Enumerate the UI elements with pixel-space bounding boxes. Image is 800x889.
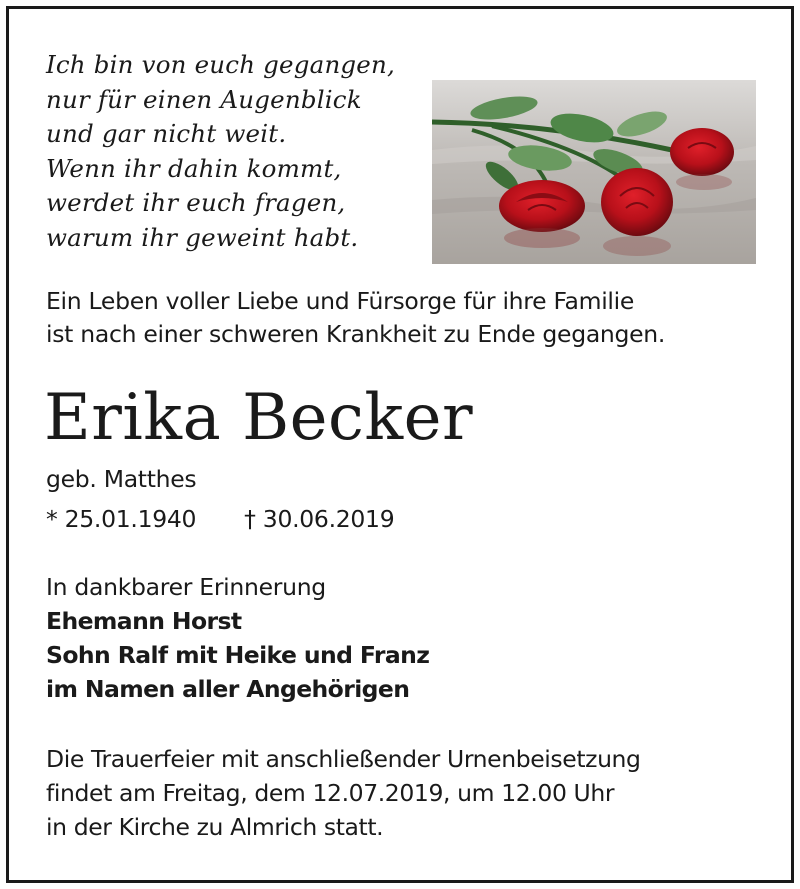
mourner-name: Sohn Ralf mit Heike und Franz [46, 641, 430, 669]
poem-line: warum ihr geweint habt. [46, 222, 359, 252]
mourner-name: Ehemann Horst [46, 607, 242, 635]
service-line: Die Trauerfeier mit anschließender Urnenbeisetzung [46, 745, 641, 773]
death-date: † 30.06.2019 [244, 505, 395, 533]
maiden-name: geb. Matthes [46, 465, 197, 493]
poem-line: werdet ihr euch fragen, [46, 188, 346, 217]
mourners-heading: In dankbarer Erinnerung [46, 573, 326, 601]
poem-line: Wenn ihr dahin kommt, [46, 153, 342, 183]
deceased-name: Erika Becker [44, 381, 474, 455]
mourner-name: im Namen aller Angehörigen [46, 675, 410, 703]
service-info [46, 742, 641, 844]
roses-image [432, 80, 756, 264]
poem-line: Ich bin von euch gegangen, [46, 50, 395, 79]
life-dates [46, 504, 394, 534]
service-line: in der Kirche zu Almrich statt. [46, 813, 384, 841]
poem-line: und gar nicht weit. [46, 119, 287, 148]
intro-line: Ein Leben voller Liebe und Fürsorge für ihre Familie [46, 287, 635, 315]
intro-text [46, 285, 665, 351]
poem [46, 48, 395, 255]
service-line: findet am Freitag, dem 12.07.2019, um 12.00 Uhr [46, 779, 615, 807]
mourners-block [46, 570, 429, 706]
roses-photo [432, 80, 756, 264]
poem-line: nur für einen Augenblick [46, 84, 362, 114]
birth-date: * 25.01.1940 [46, 505, 197, 533]
intro-line: ist nach einer schweren Krankheit zu Ende gegangen. [46, 320, 666, 348]
